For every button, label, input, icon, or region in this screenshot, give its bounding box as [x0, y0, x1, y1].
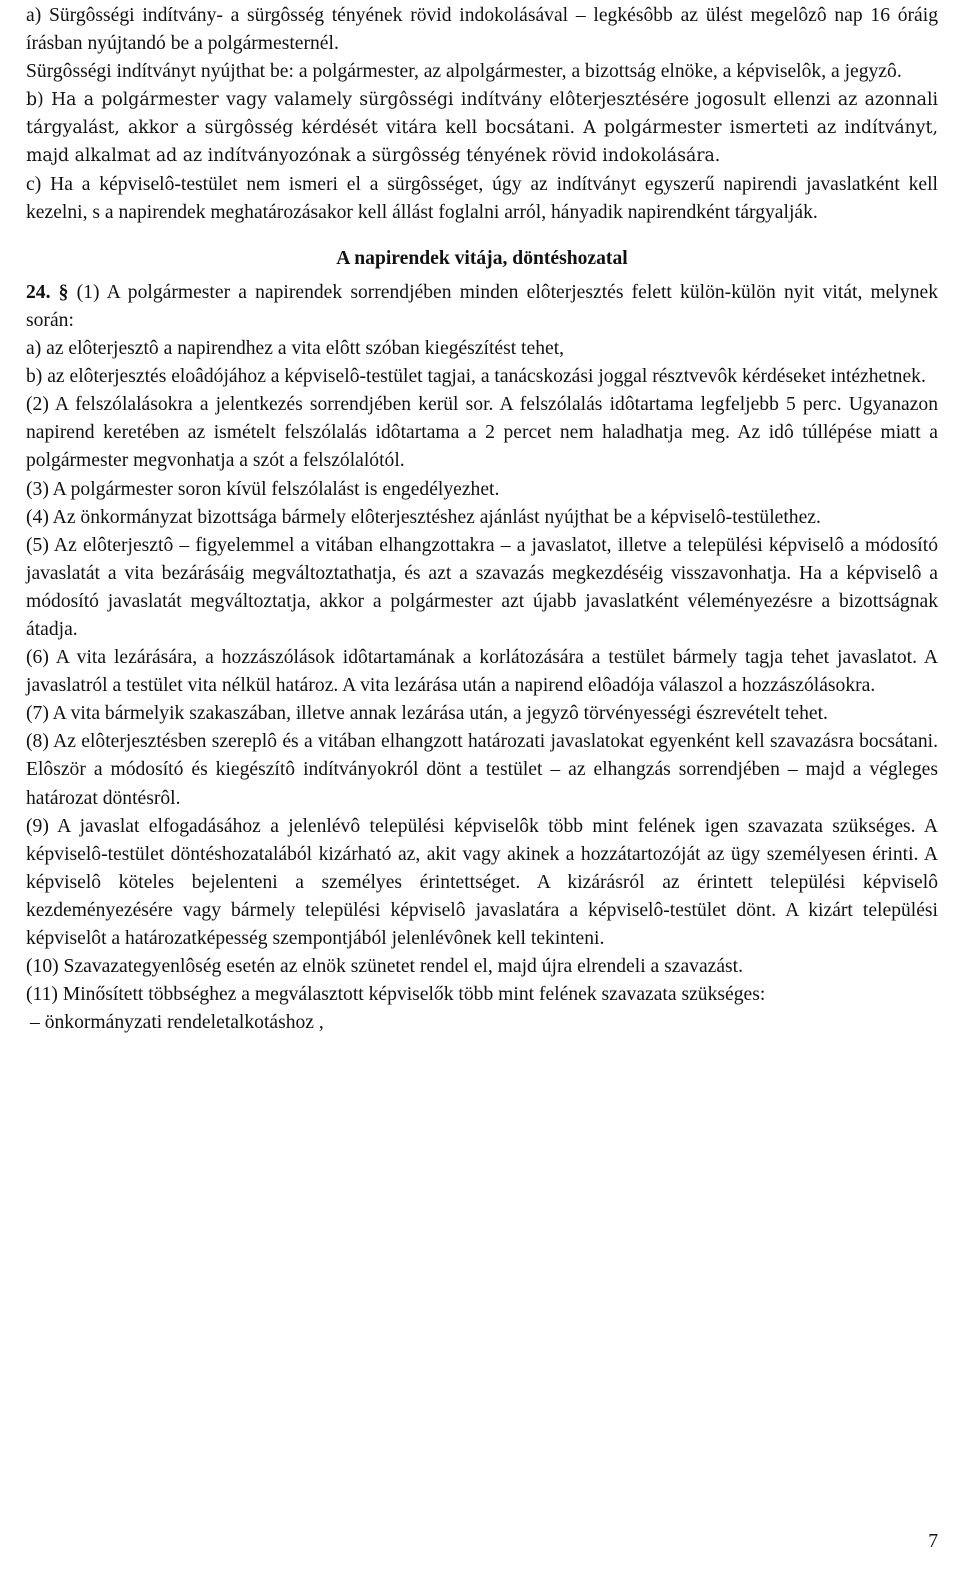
- paragraph-b: [26, 86, 938, 170]
- list-item: b) az elôterjesztés eloâdójához a képviselô-testület tagjai, a tanácskozási joggal résztvevôk kérdéseket intézhetnek.: [26, 366, 926, 388]
- list-item: (6) A vita lezárására, a hozzászólások idôtartamának a korlátozására a testület bármely tagja tehet javaslatot. A javaslatról a testület vita nélkül határoz. A vita lezárása után a napirend elôadója válaszol a hozzászólásokra.: [26, 647, 938, 697]
- list-item: (10) Szavazategyenlôség esetén az elnök szünetet rendel el, majd újra elrendeli a szavazást.: [26, 956, 744, 978]
- list-item: (5) Az elôterjesztô – figyelemmel a vitában elhangzottakra – a javaslatot, illetve a települési képviselô a módosító javaslatát a vita bezárásáig megváltoztathatja, és azt a szavazás megkezdéséig visszavonhatja. Ha a képviselô a módosító javaslatát megváltoztatja, akkor a polgármester azt újabb javaslatként véleményezésre a bizottságnak átadja.: [26, 534, 938, 640]
- bullet-item: – önkormányzati rendeletalkotáshoz ,: [30, 1012, 324, 1034]
- section-heading: A napirendek vitája, döntéshozatal: [336, 247, 628, 269]
- list-item: (8) Az elôterjesztésben szereplô és a vitában elhangzott határozati javaslatokat egyenként kell szavazásra bocsátani. Elôször a módosító és kiegészítô indítványokról dönt a testület – az elhangzás sorrendjében – majd a végleges határozat döntésrôl.: [26, 731, 938, 809]
- section-number: 24. §: [26, 281, 69, 303]
- section-24-lead: [26, 279, 938, 335]
- section-lead-text: (1) A polgármester a napirendek sorrendjében minden elôterjesztés felett külön-külön nyit vitát, melynek során:: [26, 281, 938, 331]
- paragraph-a: a) Sürgôsségi indítvány- a sürgôsség tényének rövid indokolásával – legkésôbb az ülést megelôzô nap 16 óráig írásban nyújtandó be a polgármesternél.: [26, 5, 938, 55]
- paragraph-submitters: Sürgôsségi indítványt nyújthat be: a polgármester, az alpolgármester, a bizottság elnöke, a képviselôk, a jegyzô.: [26, 61, 902, 83]
- document-body: [26, 0, 938, 1037]
- list-item: (9) A javaslat elfogadásához a jelenlévô települési képviselôk több mint felének igen szavazata szükséges. A képviselô-testület döntéshozatalából kizárható az, akit vagy akinek a hozzátartozóját az ügy személyesen érinti. A képviselô köteles bejelenteni a személyes érintettséget. A kizárásról az érintett települési képviselô kezdeményezésére vagy bármely települési képviselô javaslatára a képviselô-testület dönt. A kizárt települési képviselôt a határozatképesség szempontjából jelenlévônek kell tekinteni.: [26, 815, 938, 949]
- list-item: (11) Minősített többséghez a megválasztott képviselők több mint felének szavazata szükséges:: [26, 984, 766, 1006]
- paragraph-c: c) Ha a képviselô-testület nem ismeri el a sürgôsséget, úgy az indítványt egyszerű napirendi javaslatként kell kezelni, s a napirendek meghatározásakor kell állást foglalni arról, hányadik napirendként tárgyalják.: [26, 173, 938, 223]
- list-item: (2) A felszólalásokra a jelentkezés sorrendjében kerül sor. A felszólalás idôtartama legfeljebb 5 perc. Ugyanazon napirend keretében az ismételt felszólalás idôtartama a 2 percet nem haladhatja meg. Az idô túllépése miatt a polgármester megvonhatja a szót a felszólalótól.: [26, 394, 938, 472]
- list-item: (3) A polgármester soron kívül felszólalást is engedélyezhet.: [26, 478, 500, 500]
- paragraph-b-cont: A polgármester ismerteti az indítványt, majd alkalmat ad az indítványozónak a sürgôsség tényének rövid indokolására.: [26, 118, 938, 167]
- page-number: 7: [928, 1531, 938, 1552]
- list-item: a) az elôterjesztô a napirendhez a vita elôtt szóban kiegészítést tehet,: [26, 338, 565, 360]
- list-item: (4) Az önkormányzat bizottsága bármely elôterjesztéshez ajánlást nyújthat be a képviselô-testülethez.: [26, 506, 821, 528]
- list-item: (7) A vita bármelyik szakaszában, illetve annak lezárása után, a jegyzô törvényességi észrevételt tehet.: [26, 703, 828, 725]
- paragraph-b-text: b) Ha a polgármester vagy valamely sürgôsségi indítvány elôterjesztésére jogosult ellenzi az azonnali tárgyalást, akkor a sürgôsség kérdését vitára kell bocsátani.: [26, 90, 938, 139]
